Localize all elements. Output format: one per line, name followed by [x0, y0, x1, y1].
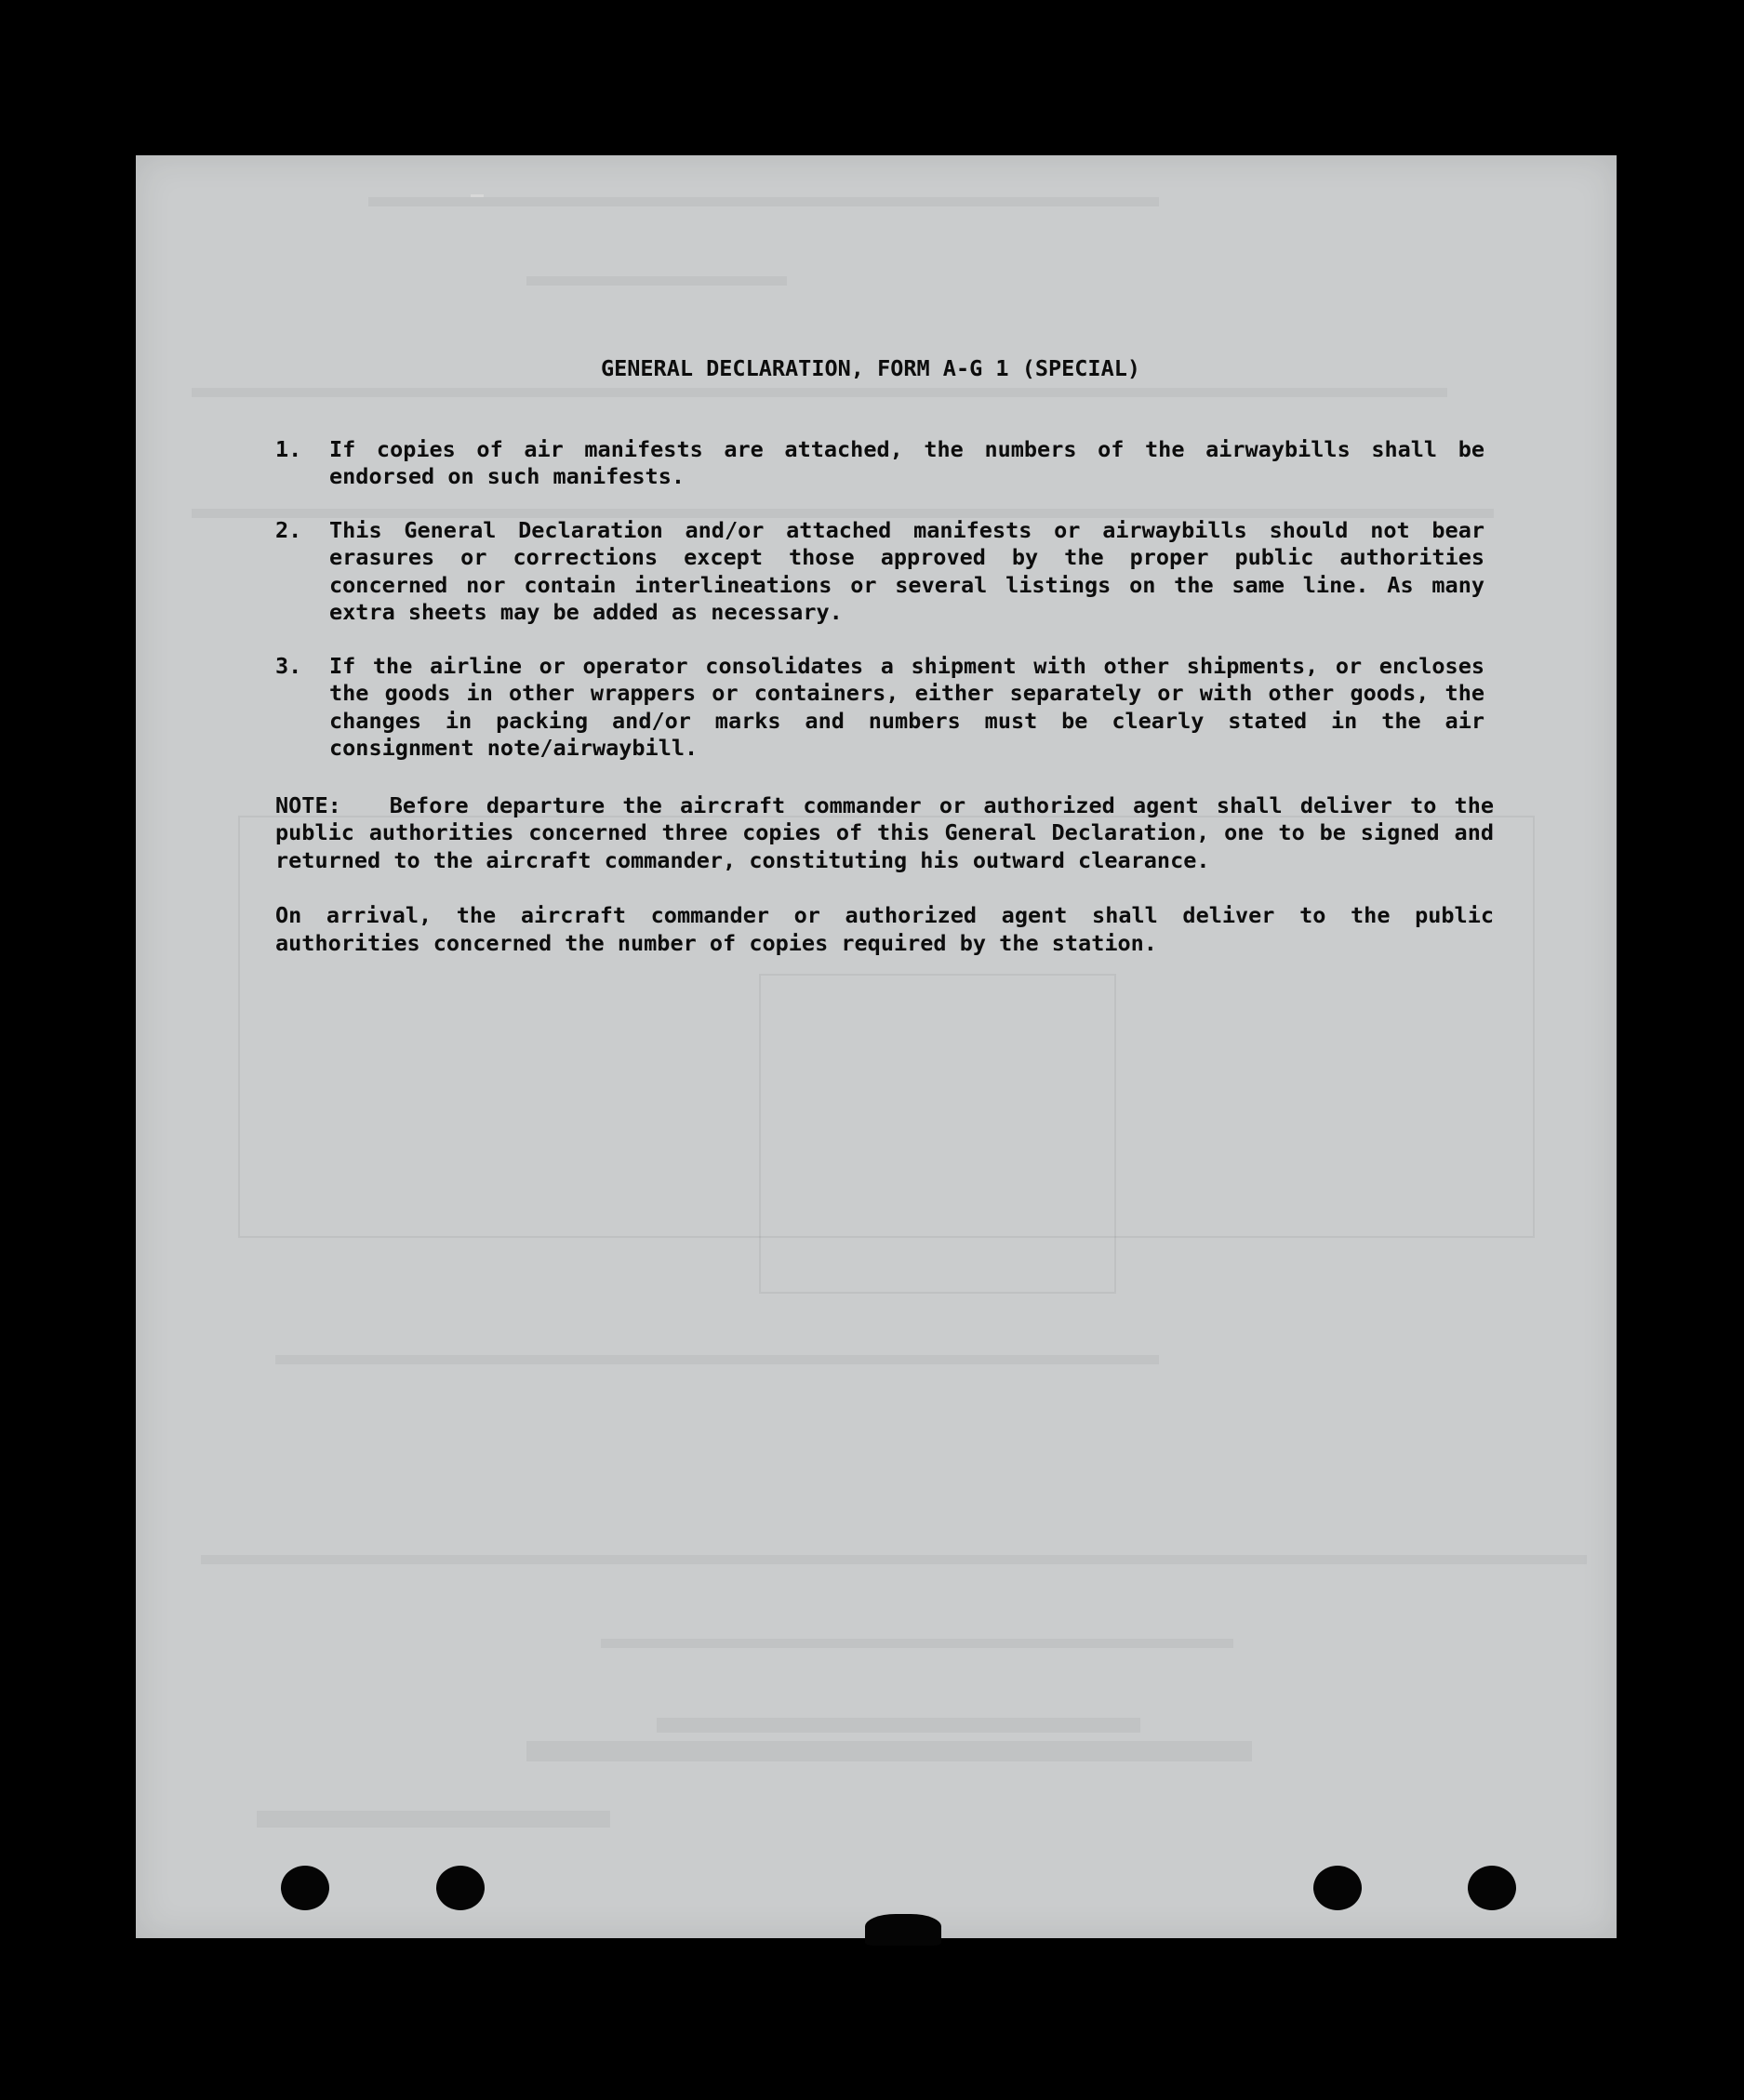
note-paragraph	[275, 792, 1494, 875]
item-number: 2.	[275, 516, 302, 543]
bleed-through-mark	[201, 1555, 1587, 1564]
punch-hole	[1313, 1866, 1362, 1910]
document-title: GENERAL DECLARATION, FORM A-G 1 (SPECIAL)	[600, 355, 1141, 381]
bleed-through-mark	[368, 197, 1159, 206]
bleed-through-mark	[526, 1741, 1252, 1761]
bleed-through-mark	[601, 1639, 1233, 1648]
item-number: 1.	[275, 435, 302, 462]
declaration-instructions	[275, 355, 1494, 957]
note-label: NOTE:	[275, 791, 341, 818]
bleed-through-mark	[657, 1718, 1140, 1733]
item-number: 3.	[275, 652, 302, 679]
instruction-item	[275, 517, 1484, 627]
instruction-item	[275, 436, 1484, 491]
punch-hole	[1468, 1866, 1516, 1910]
bleed-through-mark	[275, 1355, 1159, 1364]
item-text: If the airline or operator consolidates a shipment with other shipments, or encloses the goods in other wrappers or containers, either separately or with other goods, the changes in packing and/or marks and numbers must be clearly stated in the air consignment note/airwaybill.	[329, 652, 1484, 761]
bleed-through-mark	[257, 1811, 610, 1828]
punch-hole	[436, 1866, 485, 1910]
instruction-list	[275, 436, 1484, 763]
bleed-through-table	[759, 974, 1116, 1294]
torn-edge	[865, 1914, 941, 1946]
punch-hole	[281, 1866, 329, 1910]
arrival-paragraph: On arrival, the aircraft commander or authorized agent shall deliver to the public authorities concerned the number of copies required by the station.	[275, 902, 1494, 956]
item-text: If copies of air manifests are attached, the numbers of the airwaybills shall be endorsed on such manifests.	[329, 435, 1484, 489]
note-text: Before departure the aircraft commander or authorized agent shall deliver to the public authorities concerned three copies of this General Declaration, one to be signed and returned to the aircraft commander, constituting his outward clearance.	[275, 791, 1494, 873]
item-text: This General Declaration and/or attached manifests or airwaybills should not bear erasures or corrections except those approved by the proper public authorities concerned nor contain interlineations or several listings on the same line. As many extra sheets may be added as necessary.	[329, 516, 1484, 625]
instruction-item	[275, 653, 1484, 763]
document-sheet	[136, 155, 1617, 1938]
bleed-through-mark	[526, 276, 787, 286]
paper-mark	[471, 194, 484, 197]
